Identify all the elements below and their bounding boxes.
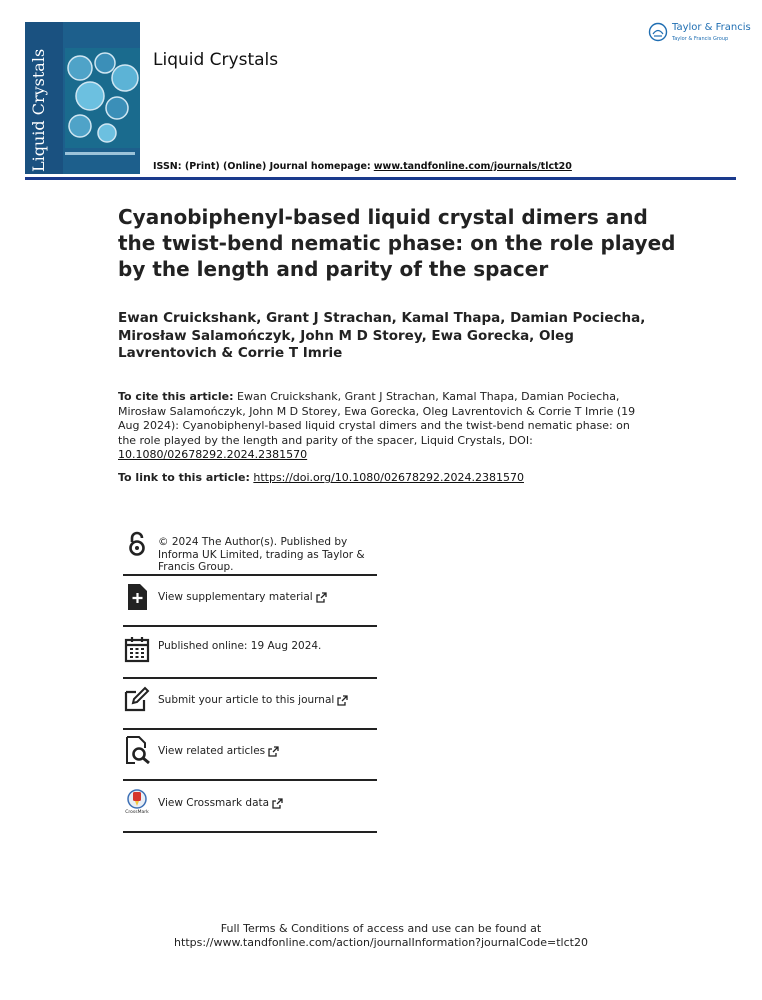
related-row[interactable] bbox=[123, 736, 377, 766]
crossmark-icon bbox=[123, 789, 151, 811]
citation-label: To cite this article: bbox=[118, 390, 234, 403]
row-divider bbox=[123, 574, 377, 576]
logo-name: Taylor & Francis bbox=[672, 22, 751, 33]
article-link-label: To link to this article: bbox=[118, 471, 250, 484]
external-link-icon bbox=[272, 798, 283, 809]
cover-artwork bbox=[65, 48, 140, 148]
taylor-francis-logo bbox=[648, 20, 751, 48]
supplementary-file-icon bbox=[123, 583, 151, 611]
footer-terms bbox=[0, 922, 762, 950]
published-row bbox=[123, 633, 377, 663]
edit-icon bbox=[123, 685, 151, 713]
crossmark-badge bbox=[123, 789, 151, 819]
row-divider bbox=[123, 831, 377, 833]
cover-bar bbox=[65, 152, 135, 155]
article-doi-link[interactable]: https://doi.org/10.1080/02678292.2024.2381570 bbox=[253, 471, 524, 484]
external-link-icon bbox=[337, 695, 348, 706]
issn-line bbox=[153, 161, 572, 172]
journal-name: Liquid Crystals bbox=[153, 50, 279, 70]
issn-label: ISSN: (Print) (Online) Journal homepage: bbox=[153, 161, 371, 172]
citation-block bbox=[118, 390, 638, 463]
cover-title: Liquid Crystals bbox=[29, 48, 48, 172]
license-text: © 2024 The Author(s). Published by Informa UK Limited, trading as Taylor & Francis Group. bbox=[158, 536, 365, 573]
submit-row[interactable] bbox=[123, 685, 377, 715]
article-title: Cyanobiphenyl-based liquid crystal dimers and the twist-bend nematic phase: on the role played by the length and parity of the spacer bbox=[118, 205, 676, 281]
citation-doi-link[interactable]: 10.1080/02678292.2024.2381570 bbox=[118, 448, 308, 462]
external-link-icon bbox=[268, 746, 279, 757]
taylor-francis-emblem-icon bbox=[648, 22, 668, 42]
supplementary-row[interactable] bbox=[123, 583, 377, 613]
article-authors: Ewan Cruickshank, Grant J Strachan, Kamal Thapa, Damian Pociecha, Mirosław Salamończyk, John M D Storey, Ewa Gorecka, Oleg Lavrentovich & Corrie T Imrie bbox=[118, 310, 646, 361]
header-rule bbox=[25, 177, 736, 180]
external-link-icon bbox=[316, 592, 327, 603]
row-divider bbox=[123, 779, 377, 781]
related-articles-link[interactable]: View related articles bbox=[158, 745, 266, 757]
journal-homepage-link[interactable]: www.tandfonline.com/journals/tlct20 bbox=[373, 161, 572, 172]
crossmark-row[interactable] bbox=[123, 789, 377, 821]
crossmark-link[interactable]: View Crossmark data bbox=[158, 797, 270, 809]
row-divider bbox=[123, 728, 377, 730]
submit-article-link[interactable]: Submit your article to this journal bbox=[158, 694, 335, 706]
row-divider bbox=[123, 625, 377, 627]
supplementary-link[interactable]: View supplementary material bbox=[158, 591, 313, 603]
calendar-icon bbox=[123, 635, 151, 663]
footer-line-1: Full Terms & Conditions of access and use can be found at bbox=[220, 922, 542, 935]
open-access-icon bbox=[123, 530, 151, 558]
row-divider bbox=[123, 677, 377, 679]
crossmark-caption: CrossMark bbox=[125, 810, 149, 815]
citation-text: Ewan Cruickshank, Grant J Strachan, Kamal Thapa, Damian Pociecha, Mirosław Salamończyk, John M D Storey, Ewa Gorecka, Oleg Lavrentovich & Corrie T Imrie (19 Aug 2024): Cyanobiphenyl-based liquid crystal dimers and the twist-bend nematic phase: on the role played by the length and parity of the spacer, Liquid Crystals, DOI: bbox=[118, 390, 636, 447]
logo-tagline: Taylor & Francis Group bbox=[672, 36, 729, 42]
footer-terms-link[interactable]: https://www.tandfonline.com/action/journalInformation?journalCode=tlct20 bbox=[174, 936, 588, 949]
license-row bbox=[123, 530, 377, 575]
article-link-line bbox=[118, 471, 524, 484]
journal-cover-image bbox=[25, 22, 140, 174]
search-icon bbox=[123, 736, 151, 764]
published-text: Published online: 19 Aug 2024. bbox=[158, 640, 322, 652]
